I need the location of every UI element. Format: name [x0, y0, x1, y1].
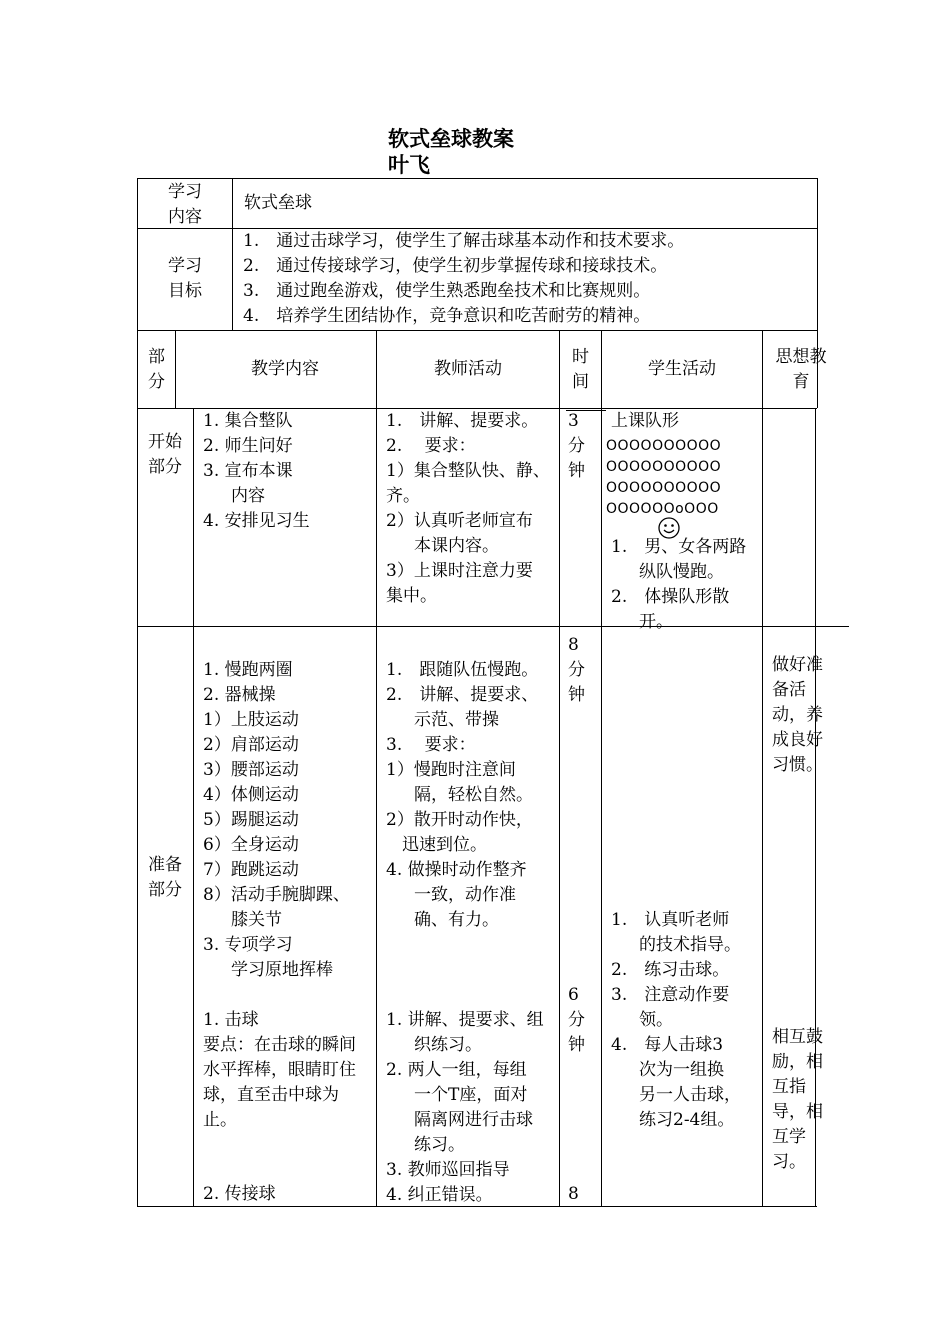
content-label: 学习 内容: [168, 182, 202, 227]
list-item: 3. 要求：: [386, 735, 476, 755]
prep-moral-list-2: 相互鼓 励，相 互指 导，相 互学 习。: [772, 1027, 823, 1172]
goal-item: 2. 通过传接球学习，使学生初步掌握传球和接球技术。: [243, 256, 668, 276]
list-item: 1. 讲解、提要求、组: [386, 1010, 544, 1030]
list-item: 一个T座，面对: [414, 1085, 528, 1105]
list-item: 6）全身运动: [203, 835, 299, 855]
list-item: 1. 集合整队: [203, 411, 293, 431]
list-item: 迅速到位。: [402, 835, 487, 855]
list-item: 示范、带操: [414, 710, 499, 730]
list-item: 隔离网进行击球: [414, 1110, 533, 1130]
start-part-label: 开始 部分: [148, 432, 182, 477]
col-content-header: 教学内容: [251, 359, 319, 379]
goal-item: 1. 通过击球学习，使学生了解击球基本动作和技术要求。: [243, 231, 685, 251]
list-item: 2）散开时动作快，: [386, 810, 533, 830]
col-student-header: 学生活动: [648, 359, 716, 379]
formation-diagram: [606, 436, 721, 520]
formation-row: OOOOOOOOOO: [606, 480, 722, 496]
start-content-list: [203, 409, 310, 534]
start-time: 3 分 钟: [568, 411, 585, 481]
list-item: 1. 跟随队伍慢跑。: [386, 660, 539, 680]
list-item: 2. 体操队形散: [611, 587, 730, 607]
list-item: 4. 安排见习生: [203, 511, 310, 531]
formation-row: OOOOOOOOOO: [606, 438, 722, 454]
list-item: 3. 宣布本课: [203, 461, 293, 481]
prep-moral-list: 做好准 备活 动，养 成良好 习惯。: [772, 655, 823, 775]
list-item: 2. 练习击球。: [611, 960, 730, 980]
list-item: 3. 注意动作要: [611, 985, 730, 1005]
list-item: 膝关节: [231, 910, 282, 930]
list-item: 齐。: [386, 486, 420, 506]
list-item: 2. 器械操: [203, 685, 276, 705]
prep-teacher-list-2: [386, 1008, 544, 1208]
list-item: 另一人击球，: [639, 1085, 741, 1105]
list-item: 3）上课时注意力要: [386, 561, 533, 581]
list-item: 开。: [639, 612, 673, 632]
prep-content-list: [203, 658, 350, 983]
goal-list: [243, 229, 684, 329]
list-item: 1. 慢跑两圈: [203, 660, 293, 680]
list-item: 1. 认真听老师: [611, 910, 730, 930]
document-title: 软式垒球教案: [388, 127, 514, 151]
formation-heading: 上课队形: [611, 411, 679, 431]
list-item: 确、有力。: [414, 910, 499, 930]
formation-row: OOOOOOoOOO: [606, 501, 719, 517]
list-item: 7）跑跳运动: [203, 860, 299, 880]
list-item: 次为一组换: [639, 1060, 724, 1080]
list-item: 2. 要求：: [386, 436, 476, 456]
list-item: 集中。: [386, 586, 437, 606]
list-item: 要点：在击球的瞬间: [203, 1035, 356, 1055]
goal-item: 4. 培养学生团结协作，竞争意识和吃苦耐劳的精神。: [243, 306, 651, 326]
formation-row: OOOOOOOOOO: [606, 459, 722, 475]
list-item: 5）踢腿运动: [203, 810, 299, 830]
list-item: 领。: [639, 1010, 673, 1030]
list-item: 球，直至击中球为: [203, 1085, 339, 1105]
start-teacher-list: [386, 409, 550, 609]
list-item: 4. 做操时动作整齐: [386, 860, 527, 880]
list-item: 纵队慢跑。: [639, 562, 724, 582]
col-part-header: 部 分: [148, 347, 165, 392]
prep-student-list: [611, 908, 741, 1133]
goal-item: 3. 通过跑垒游戏，使学生熟悉跑垒技术和比赛规则。: [243, 281, 651, 301]
content-value: 软式垒球: [244, 193, 312, 213]
list-item: 本课内容。: [414, 536, 499, 556]
list-item: 1）上肢运动: [203, 710, 299, 730]
start-student-list: [611, 535, 746, 635]
goal-label: 学习 目标: [168, 256, 202, 301]
list-item: 练习2-4组。: [639, 1110, 735, 1130]
prep-teacher-list: [386, 658, 538, 933]
list-item: 2. 师生问好: [203, 436, 293, 456]
list-item: 4. 纠正错误。: [386, 1185, 493, 1205]
prep-content-list-2: [203, 1008, 356, 1133]
list-item: 3）腰部运动: [203, 760, 299, 780]
list-item: 8）活动手腕脚踝、: [203, 885, 350, 905]
list-item: 1. 男、女各两路: [611, 537, 747, 557]
list-item: 2. 讲解、提要求、: [386, 685, 539, 705]
list-item: 止。: [203, 1110, 237, 1130]
list-item: 2）肩部运动: [203, 735, 299, 755]
document-author: 叶飞: [388, 153, 430, 177]
list-item: 隔，轻松自然。: [414, 785, 533, 805]
list-item: 学习原地挥棒: [231, 960, 333, 980]
list-item: 3. 教师巡回指导: [386, 1160, 510, 1180]
list-item: 3. 专项学习: [203, 935, 293, 955]
list-item: 2）认真听老师宣布: [386, 511, 533, 531]
list-item: 一致，动作准: [414, 885, 516, 905]
list-item: 1. 击球: [203, 1010, 259, 1030]
list-item: 1）慢跑时注意间: [386, 760, 516, 780]
list-item: 4. 每人击球3: [611, 1035, 724, 1055]
prep-part-label: 准备 部分: [148, 855, 182, 900]
list-item: 织练习。: [414, 1035, 482, 1055]
list-item: 内容: [231, 486, 265, 506]
list-item: 水平挥棒，眼睛盯住: [203, 1060, 356, 1080]
list-item: 4）体侧运动: [203, 785, 299, 805]
list-item: 1. 讲解、提要求。: [386, 411, 539, 431]
col-time-header: 时 间: [572, 347, 589, 392]
list-item: 2. 两人一组，每组: [386, 1060, 527, 1080]
prep-time-2: 6 分 钟: [568, 985, 585, 1055]
list-item: 的技术指导。: [639, 935, 741, 955]
list-item: 1）集合整队快、静、: [386, 461, 550, 481]
prep-time-3: 8: [568, 1184, 579, 1204]
col-teacher-header: 教师活动: [434, 359, 502, 379]
col-moral-header: 思想教 育: [775, 347, 827, 392]
list-item: 练习。: [414, 1135, 465, 1155]
prep-content-3: 2. 传接球: [203, 1184, 276, 1204]
prep-time: 8 分 钟: [568, 635, 585, 705]
